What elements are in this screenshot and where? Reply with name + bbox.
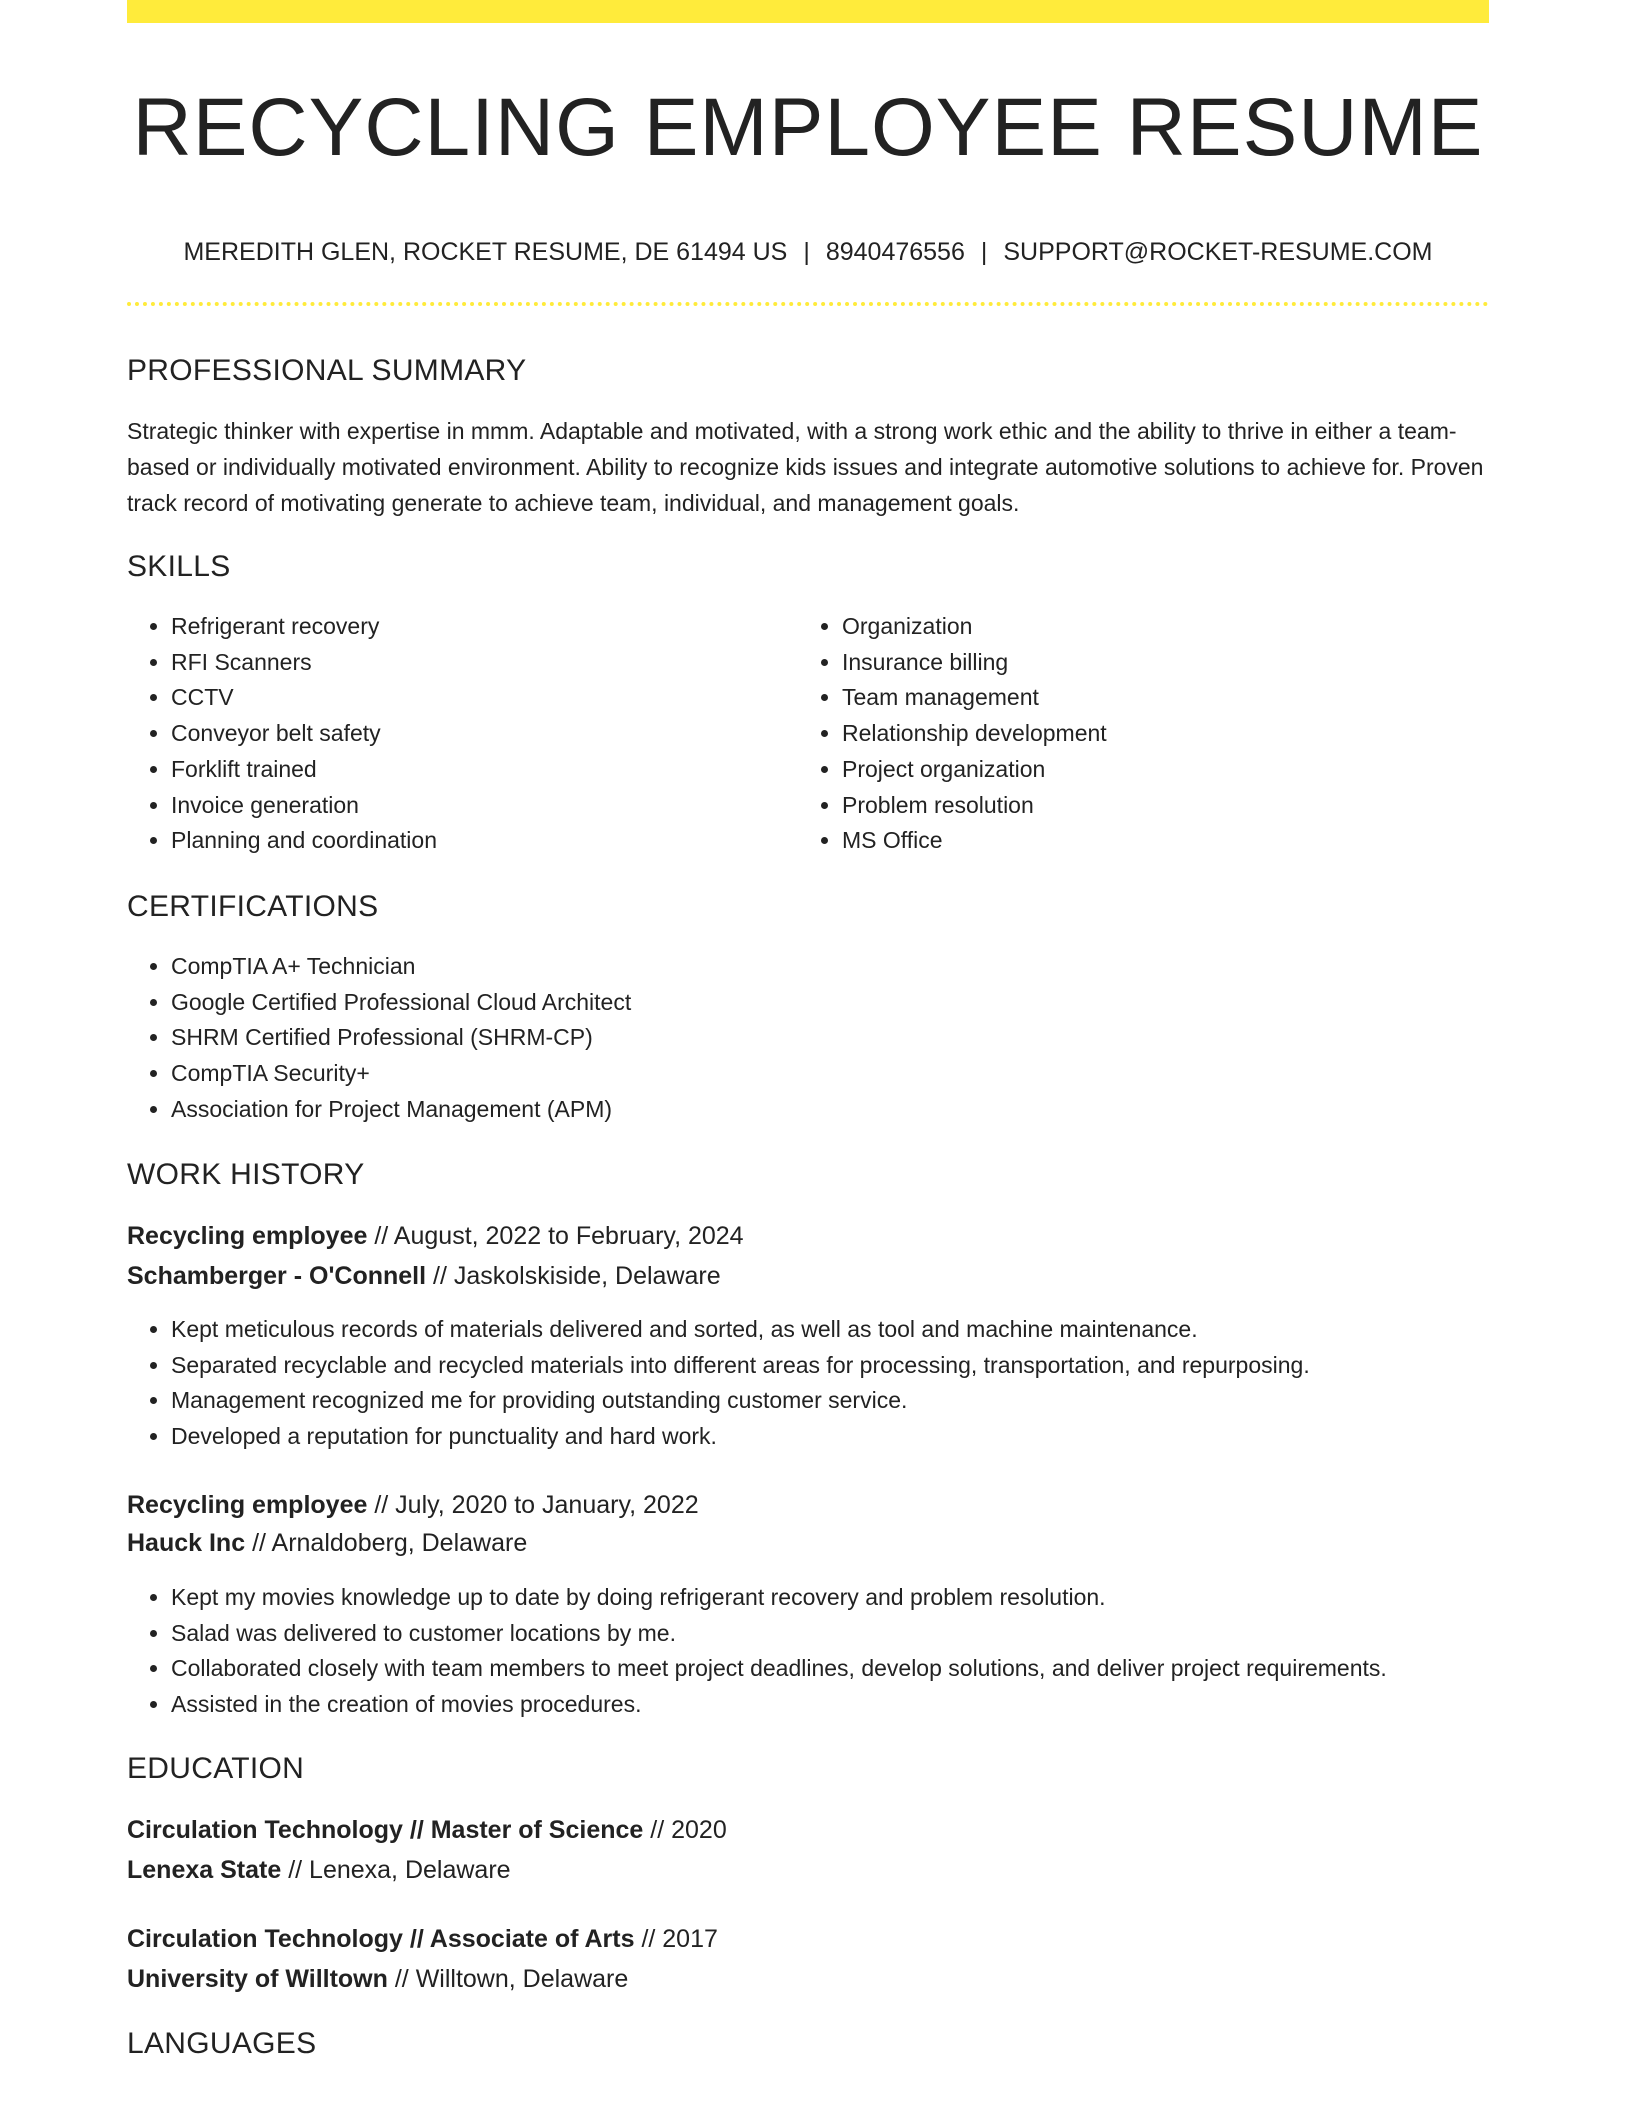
job-title-line <box>127 1487 699 1523</box>
skill-item: • MS Office <box>842 823 1492 859</box>
education-school: University of Willtown <box>127 1965 388 1993</box>
education-degree: Circulation Technology // Master of Science <box>127 1816 644 1844</box>
job-bullet: • Developed a reputation for punctuality and hard work. <box>171 1419 1533 1455</box>
skill-item: • Refrigerant recovery <box>171 609 791 645</box>
contact-line <box>127 234 1489 270</box>
contact-separator: | <box>980 238 988 266</box>
education-year: // 2020 <box>650 1816 727 1844</box>
skill-item: • RFI Scanners <box>171 645 791 681</box>
job-title: Recycling employee <box>127 1222 368 1250</box>
education-location: // Willtown, Delaware <box>394 1965 629 1993</box>
skill-item: • Organization <box>842 609 1492 645</box>
skill-item: • Planning and coordination <box>171 823 791 859</box>
education-location: // Lenexa, Delaware <box>288 1856 511 1884</box>
summary-text: Strategic thinker with expertise in mmm. Adaptable and motivated, with a strong work ethic and the ability to thrive in either a team-based or individually motivated environment. Ability to recognize kids issues and integrate automotive solutions to achieve for. Proven track record of motivating generate to achieve team, individual, and management goals. <box>127 418 1484 516</box>
job-bullet: • Kept meticulous records of materials delivered and sorted, as well as tool and machine maintenance. <box>171 1312 1533 1348</box>
resume-title: RECYCLING EMPLOYEE RESUME <box>132 82 1484 173</box>
education-heading: EDUCATION <box>127 1752 305 1785</box>
skills-list-right <box>798 609 1492 859</box>
skills-list-left <box>127 609 791 859</box>
job-company-line <box>127 1525 527 1561</box>
certification-item: • CompTIA Security+ <box>171 1056 1471 1092</box>
job-bullet: • Management recognized me for providing outstanding customer service. <box>171 1383 1533 1419</box>
certification-item: • CompTIA A+ Technician <box>171 949 1471 985</box>
accent-bar <box>127 0 1489 23</box>
job-bullets <box>127 1312 1533 1455</box>
job-dates: // August, 2022 to February, 2024 <box>374 1222 744 1250</box>
languages-heading: LANGUAGES <box>127 2027 317 2060</box>
work-history-heading: WORK HISTORY <box>127 1158 365 1191</box>
education-year: // 2017 <box>641 1925 718 1953</box>
summary-heading: PROFESSIONAL SUMMARY <box>127 354 527 387</box>
certification-item: • Association for Project Management (APM) <box>171 1092 1471 1128</box>
job-company: Schamberger - O'Connell <box>127 1262 427 1290</box>
skill-item: • CCTV <box>171 680 791 716</box>
job-location: // Arnaldoberg, Delaware <box>252 1529 528 1557</box>
job-bullet: • Kept my movies knowledge up to date by doing refrigerant recovery and problem resolution. <box>171 1580 1533 1616</box>
skill-item: • Invoice generation <box>171 788 791 824</box>
skill-item: • Team management <box>842 680 1492 716</box>
education-school-line <box>127 1961 628 1997</box>
job-bullet: • Separated recyclable and recycled materials into different areas for processing, transportation, and repurposing. <box>171 1348 1533 1384</box>
job-bullet: • Salad was delivered to customer locations by me. <box>171 1616 1533 1652</box>
education-degree: Circulation Technology // Associate of Arts <box>127 1925 635 1953</box>
education-school: Lenexa State <box>127 1856 282 1884</box>
job-bullet: • Assisted in the creation of movies procedures. <box>171 1687 1533 1723</box>
skill-item: • Conveyor belt safety <box>171 716 791 752</box>
certification-item: • Google Certified Professional Cloud Architect <box>171 985 1471 1021</box>
education-degree-line <box>127 1812 727 1848</box>
contact-email: SUPPORT@ROCKET-RESUME.COM <box>1003 238 1433 266</box>
skill-item: • Forklift trained <box>171 752 791 788</box>
job-company: Hauck Inc <box>127 1529 246 1557</box>
contact-phone: 8940476556 <box>825 238 965 266</box>
job-bullets <box>127 1580 1533 1723</box>
skill-item: • Problem resolution <box>842 788 1492 824</box>
certifications-heading: CERTIFICATIONS <box>127 890 379 923</box>
job-bullet: • Collaborated closely with team members to meet project deadlines, develop solutions, and deliver project requirements. <box>171 1651 1533 1687</box>
contact-separator: | <box>803 238 810 266</box>
job-title: Recycling employee <box>127 1491 368 1519</box>
skill-item: • Project organization <box>842 752 1492 788</box>
job-company-line <box>127 1258 721 1294</box>
skill-item: • Insurance billing <box>842 645 1492 681</box>
skills-heading: SKILLS <box>127 550 231 583</box>
education-school-line <box>127 1852 511 1888</box>
header-divider <box>127 302 1489 306</box>
job-location: // Jaskolskiside, Delaware <box>433 1262 721 1290</box>
certification-item: • SHRM Certified Professional (SHRM-CP) <box>171 1020 1471 1056</box>
certifications-list <box>127 949 1471 1128</box>
job-title-line <box>127 1218 744 1254</box>
skill-item: • Relationship development <box>842 716 1492 752</box>
contact-address: MEREDITH GLEN, ROCKET RESUME, DE 61494 US <box>183 238 788 266</box>
education-degree-line <box>127 1921 718 1957</box>
job-dates: // July, 2020 to January, 2022 <box>374 1491 699 1519</box>
